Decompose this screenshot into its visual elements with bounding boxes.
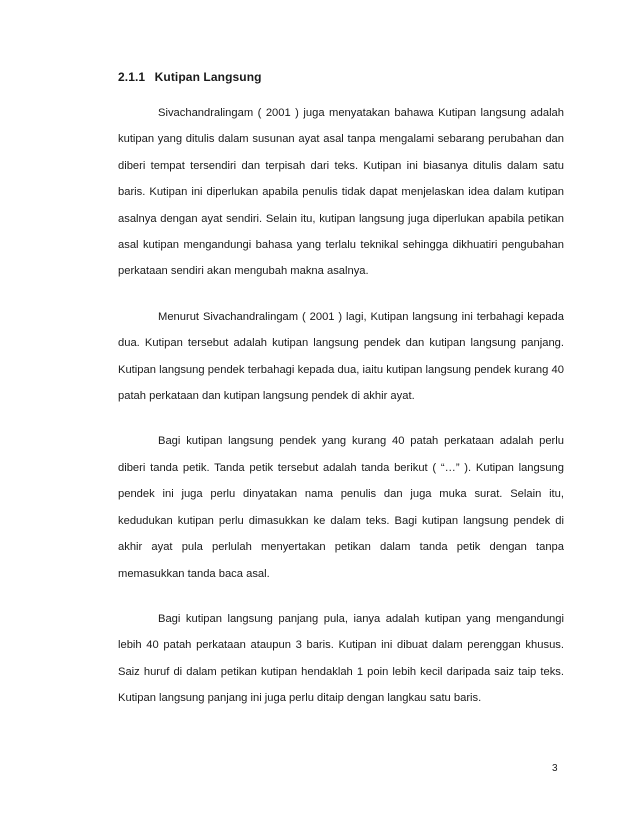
section-title: Kutipan Langsung: [154, 70, 262, 84]
paragraph-2: Menurut Sivachandralingam ( 2001 ) lagi, Kutipan langsung ini terbahagi kepada dua. Kutipan tersebut adalah kutipan langsung pendek dan kutipan langsung panjang. Kutipan langsung pendek terbahagi kepada dua, iaitu kutipan langsung pendek kurang 40 patah perkataan dan kutipan langsung pendek di akhir ayat.: [118, 310, 564, 403]
paragraph-4: Bagi kutipan langsung panjang pula, ianya adalah kutipan yang mengandungi lebih 40 patah perkataan ataupun 3 baris. Kutipan ini dibuat dalam perenggan khusus. Saiz huruf di dalam petikan kutipan hendaklah 1 poin lebih kecil daripada saiz taip teks. Kutipan langsung panjang ini juga perlu ditaip dengan langkau satu baris.: [118, 612, 564, 705]
section-heading: [118, 70, 262, 84]
paragraph-1: Sivachandralingam ( 2001 ) juga menyatakan bahawa Kutipan langsung adalah kutipan yang ditulis dalam susunan ayat asal tanpa mengalami sebarang perubahan dan diberi tempat tersendiri dan terpisah dari teks. Kutipan ini biasanya ditulis dalam satu baris. Kutipan ini diperlukan apabila penulis tidak dapat menjelaskan idea dalam kutipan asalnya dengan ayat sendiri. Selain itu, kutipan langsung juga diperlukan apabila petikan asal kutipan mengandungi bahasa yang terlalu teknikal sehingga dikhuatiri pengubahan perkataan sendiri akan mengubah makna asalnya.: [118, 107, 564, 278]
section-number: 2.1.1: [118, 70, 146, 84]
body-text: [118, 100, 564, 712]
page-number: 3: [552, 763, 558, 774]
paragraph-3: Bagi kutipan langsung pendek yang kurang 40 patah perkataan adalah perlu diberi tanda petik. Tanda petik tersebut adalah tanda berikut ( “…” ). Kutipan langsung pendek ini juga perlu dinyatakan nama penulis dan juga muka surat. Selain itu, kedudukan kutipan perlu dimasukkan ke dalam teks. Bagi kutipan langsung pendek di akhir ayat pula perlulah menyertakan petikan dalam tanda petik dengan tanpa memasukkan tanda baca asal.: [118, 435, 564, 580]
